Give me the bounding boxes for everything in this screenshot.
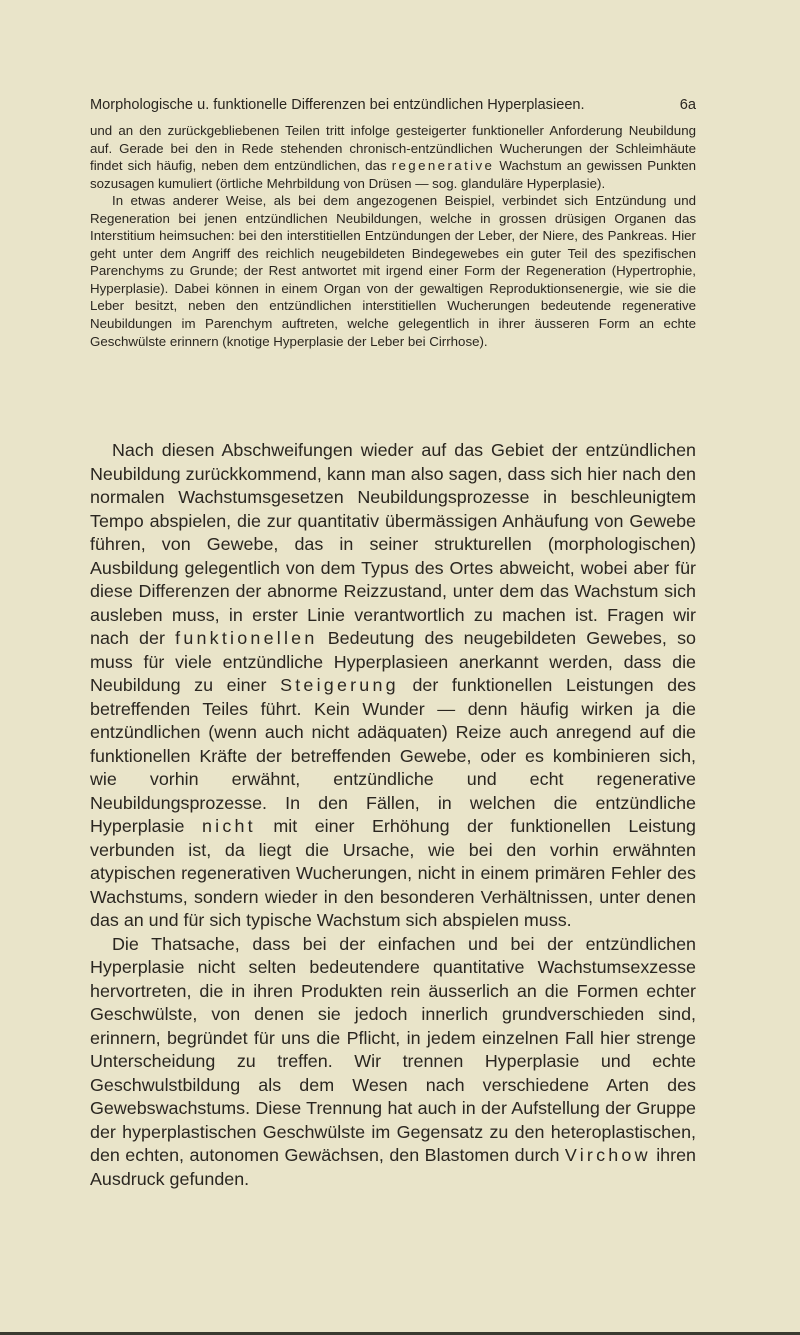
- running-title: Morphologische u. funktionelle Differenzen bei entzündlichen Hyperplasieen.: [90, 97, 585, 113]
- emphasis-funktionellen: funktionellen: [175, 628, 318, 648]
- page-number: 6a: [679, 97, 696, 113]
- emphasis-regenerative: regenerative: [391, 158, 495, 174]
- small-paragraph-2: In etwas anderer Weise, als bei dem angezogenen Beispiel, verbindet sich Entzündung und Regeneration bei jenen entzündlichen Neubildungen, welche in grossen drüsigen Organen das Interstitium heimsuchen: bei den interstitiellen Entzündungen der Leber, der Niere, des Pankreas. Hier geht unter dem Angriff des reichlich neugebildeten Bindegewebes ein guter Teil des spezifischen Parenchyms zu Grunde; der Rest antwortet mit irgend einer Form der Regeneration (Hypertrophie, Hyperplasie). Dabei können in einem Organ von der gewaltigen Reproduktionsenergie, wie sie die Leber besitzt, neben den entzündlichen interstitiellen Wucherungen bedeutende regenerative Neubildungen im Parenchym auftreten, welche gelegentlich in ihrer äusseren Form an echte Geschwülste erinnern (knotige Hyperplasie der Leber bei Cirrhose).: [90, 193, 697, 349]
- main-paragraph-2: Die Thatsache, dass bei der einfachen und bei der entzündlichen Hyperplasie nicht selten bedeutendere quantitative Wachstumsexzesse hervortreten, die in ihren Produkten rein äusserlich an die Formen echter Geschwülste, von denen sie jedoch innerlich grundverschieden sind, erinnern, begründet für uns die Pflicht, in jedem einzelnen Fall hier strenge Unterscheidung zu treffen. Wir trennen Hyperplasie und echte Geschwulstbildung als dem Wesen nach verschiedene Arten des Gewebswachstums. Diese Trennung hat auch in der Aufstellung der Gruppe der hyperplastischen Geschwülste im Gegensatz zu den heteroplastischen, den echten, autonomen Gewächsen, den Blastomen durch Virchow ihren Ausdruck gefunden.: [90, 933, 696, 1189]
- main-paragraph-1: Nach diesen Abschweifungen wieder auf das Gebiet der entzündlichen Neubildung zurückkommend, kann man also sagen, dass sich hier nach den normalen Wachstumsgesetzen Neubildungsprozesse in beschleunigtem Tempo abspielen, die zur quantitativ übermässigen Anhäufung von Gewebe führen, von Gewebe, das in seiner strukturellen (morphologischen) Ausbildung gelegentlich von dem Typus des Ortes abweicht, wobei aber für diese Differenzen der abnorme Reizzustand, unter dem das Wachstum sich ausleben muss, in erster Linie verantwortlich zu machen ist. Fragen wir nach der funktionellen Bedeutung des neugebildeten Gewebes, so muss für viele entzündliche Hyperplasieen anerkannt werden, dass die Neubildung zu einer Steigerung der funktionellen Leistungen des betreffenden Teiles führt. Kein Wunder — denn häufig wirken ja die entzündlichen (wenn auch nicht adäquaten) Reize auch anregend auf die funktionellen Kräfte der betreffenden Gewebe, oder es kombinieren sich, wie vorhin erwähnt, entzündliche und echt regenerative Neubildungsprozesse. In den Fällen, in welchen die entzündliche Hyperplasie nicht mit einer Erhöhung der funktionellen Leistung verbunden ist, da liegt die Ursache, wie bei den vorhin erwähnten atypischen regenerativen Wucherungen, nicht in einem primären Fehler des Wachstums, sondern wieder in den besonderen Verhältnissen, unter denen das an und für sich typische Wachstum sich abspielen muss.: [90, 440, 697, 930]
- small-print-section: [90, 122, 696, 350]
- emphasis-nicht: nicht: [201, 816, 256, 836]
- running-header: [90, 96, 696, 114]
- main-text-section: [90, 439, 696, 1191]
- emphasis-steigerung: Steigerung: [280, 675, 399, 695]
- small-paragraph-1: und an den zurückgebliebenen Teilen tritt infolge gesteigerter funktioneller Anforderung Neubildung auf. Gerade bei den in Rede stehenden chronisch-entzündlichen Wucherungen der Schleimhäute findet sich häufig, neben dem entzündlichen, das regenerative Wachstum an gewissen Punkten sozusagen kumuliert (örtliche Mehrbildung von Drüsen — sog. glanduläre Hyperplasie).: [90, 123, 696, 191]
- neugebildeten-word: neugebildeten: [321, 245, 405, 261]
- emphasis-virchow: Virchow: [564, 1145, 651, 1165]
